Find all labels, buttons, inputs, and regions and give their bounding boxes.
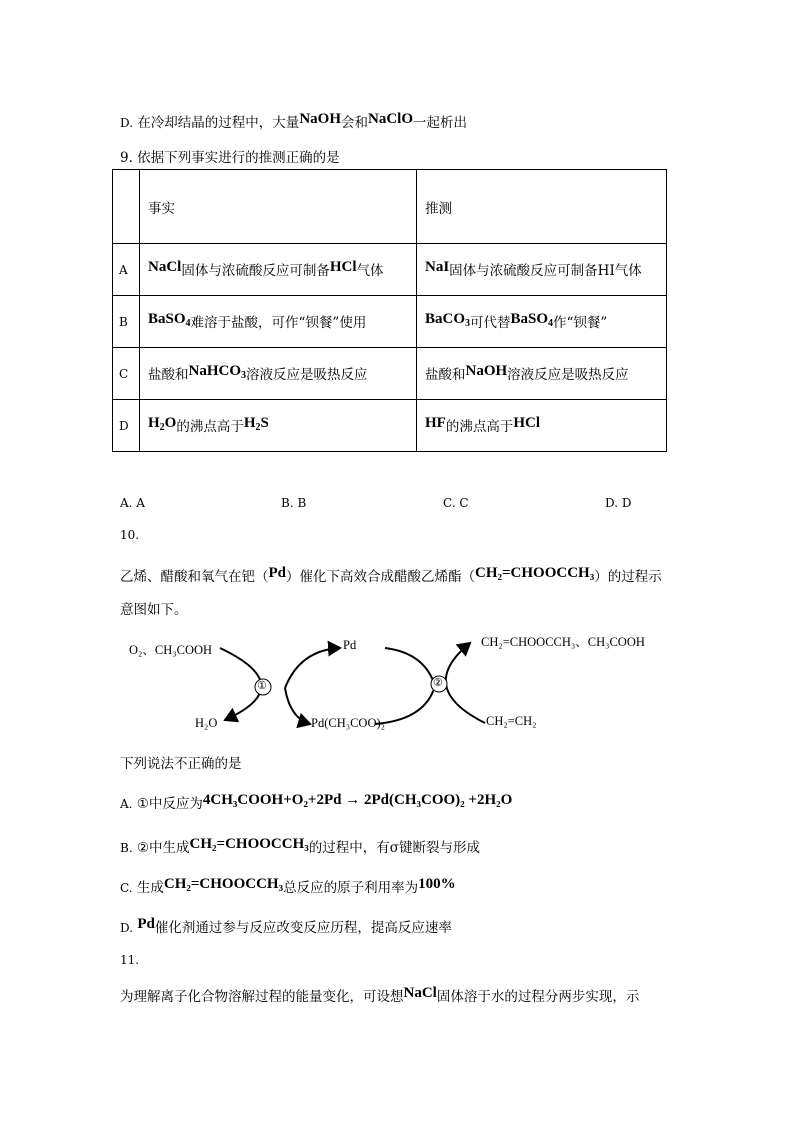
q11-number: 11. (120, 953, 140, 967)
q10-number: 10. (120, 528, 140, 542)
fact-cell: BaSO$_4$难溶于盐酸，可作“钡餐”使用 (140, 296, 417, 348)
row-label: B (113, 296, 140, 348)
q9-choice-d: D. D (605, 496, 632, 510)
q9-table (112, 169, 667, 452)
table-row (113, 400, 667, 452)
q9-choice-c: C. C (443, 496, 469, 510)
prev-option-d: D. 在冷却结晶的过程中，大量NaOH会和NaClO一起析出 (120, 111, 467, 131)
inference-cell: NaI固体与浓硫酸反应可制备HI气体 (417, 244, 667, 296)
q9-title: 9. 依据下列事实进行的推测正确的是 (120, 150, 340, 166)
fact-cell: NaCl固体与浓硫酸反应可制备HCl气体 (140, 244, 417, 296)
diagram-top-left: O₂、CH₃COOH (129, 643, 213, 657)
fact-cell: 盐酸和NaHCO$_3$溶液反应是吸热反应 (140, 348, 417, 400)
table-row (113, 348, 667, 400)
fact-cell: $H_2O$的沸点高于$H_2S$ (140, 400, 417, 452)
step2-label: ② (433, 677, 443, 689)
q10-option-a: A. ①中反应为4CH₃COOH+O₂+2Pd → 2Pd(CH₃COO)₂ +2H₂O (120, 792, 513, 812)
q9-header-row (113, 170, 667, 244)
q10-option-d: D. Pd催化剂通过参与反应改变反应历程，提高反应速率 (120, 916, 452, 936)
q9-header-inference: 推测 (417, 170, 667, 244)
table-row (113, 296, 667, 348)
row-label: C (113, 348, 140, 400)
reaction-cycle-diagram (125, 628, 685, 744)
q9-choice-a: A. A (120, 496, 145, 510)
q10-intro-line2: 意图如下。 (120, 602, 188, 618)
pd-return-arc (285, 648, 340, 688)
q10-option-b: B. ②中生成CH₂=CHOOCCH₃的过程中，有σ键断裂与形成 (120, 836, 480, 856)
diagram-bottom-right: CH₂=CH₂ (486, 714, 537, 728)
q11-text: 为理解离子化合物溶解过程的能量变化，可设想NaCl固体溶于水的过程分两步实现，示 (120, 985, 640, 1005)
inference-cell: BaCO$_3$可代替BaSO$_4$作“钡餐” (417, 296, 667, 348)
q9-header-fact: 事实 (140, 170, 417, 244)
q9-choice-b: B. B (281, 496, 307, 510)
inference-cell: HF的沸点高于HCl (417, 400, 667, 452)
middle-right-arc (375, 648, 435, 724)
pd-acetate-arc (285, 688, 310, 724)
diagram-bottom-left: H₂O (195, 716, 218, 730)
row-label: D (113, 400, 140, 452)
q10-stem: 下列说法不正确的是 (120, 756, 242, 772)
diagram-top-middle: Pd (343, 638, 357, 652)
table-row (113, 244, 667, 296)
row-label: A (113, 244, 140, 296)
inference-cell: 盐酸和NaOH溶液反应是吸热反应 (417, 348, 667, 400)
diagram-top-right: CH₂=CHOOCCH₃、CH₃COOH (481, 635, 645, 649)
step1-label: ① (257, 680, 267, 692)
q10-option-c: C. 生成CH₂=CHOOCCH₃总反应的原子利用率为100% (120, 876, 456, 896)
diagram-bottom-middle: Pd(CH₃COO)₂ (311, 716, 385, 730)
q10-intro-line1: 乙烯、醋酸和氧气在钯（Pd）催化下高效合成醋酸乙烯酯（CH₂=CHOOCCH₃）的过程示 (120, 565, 662, 585)
step2-arc (446, 643, 485, 723)
